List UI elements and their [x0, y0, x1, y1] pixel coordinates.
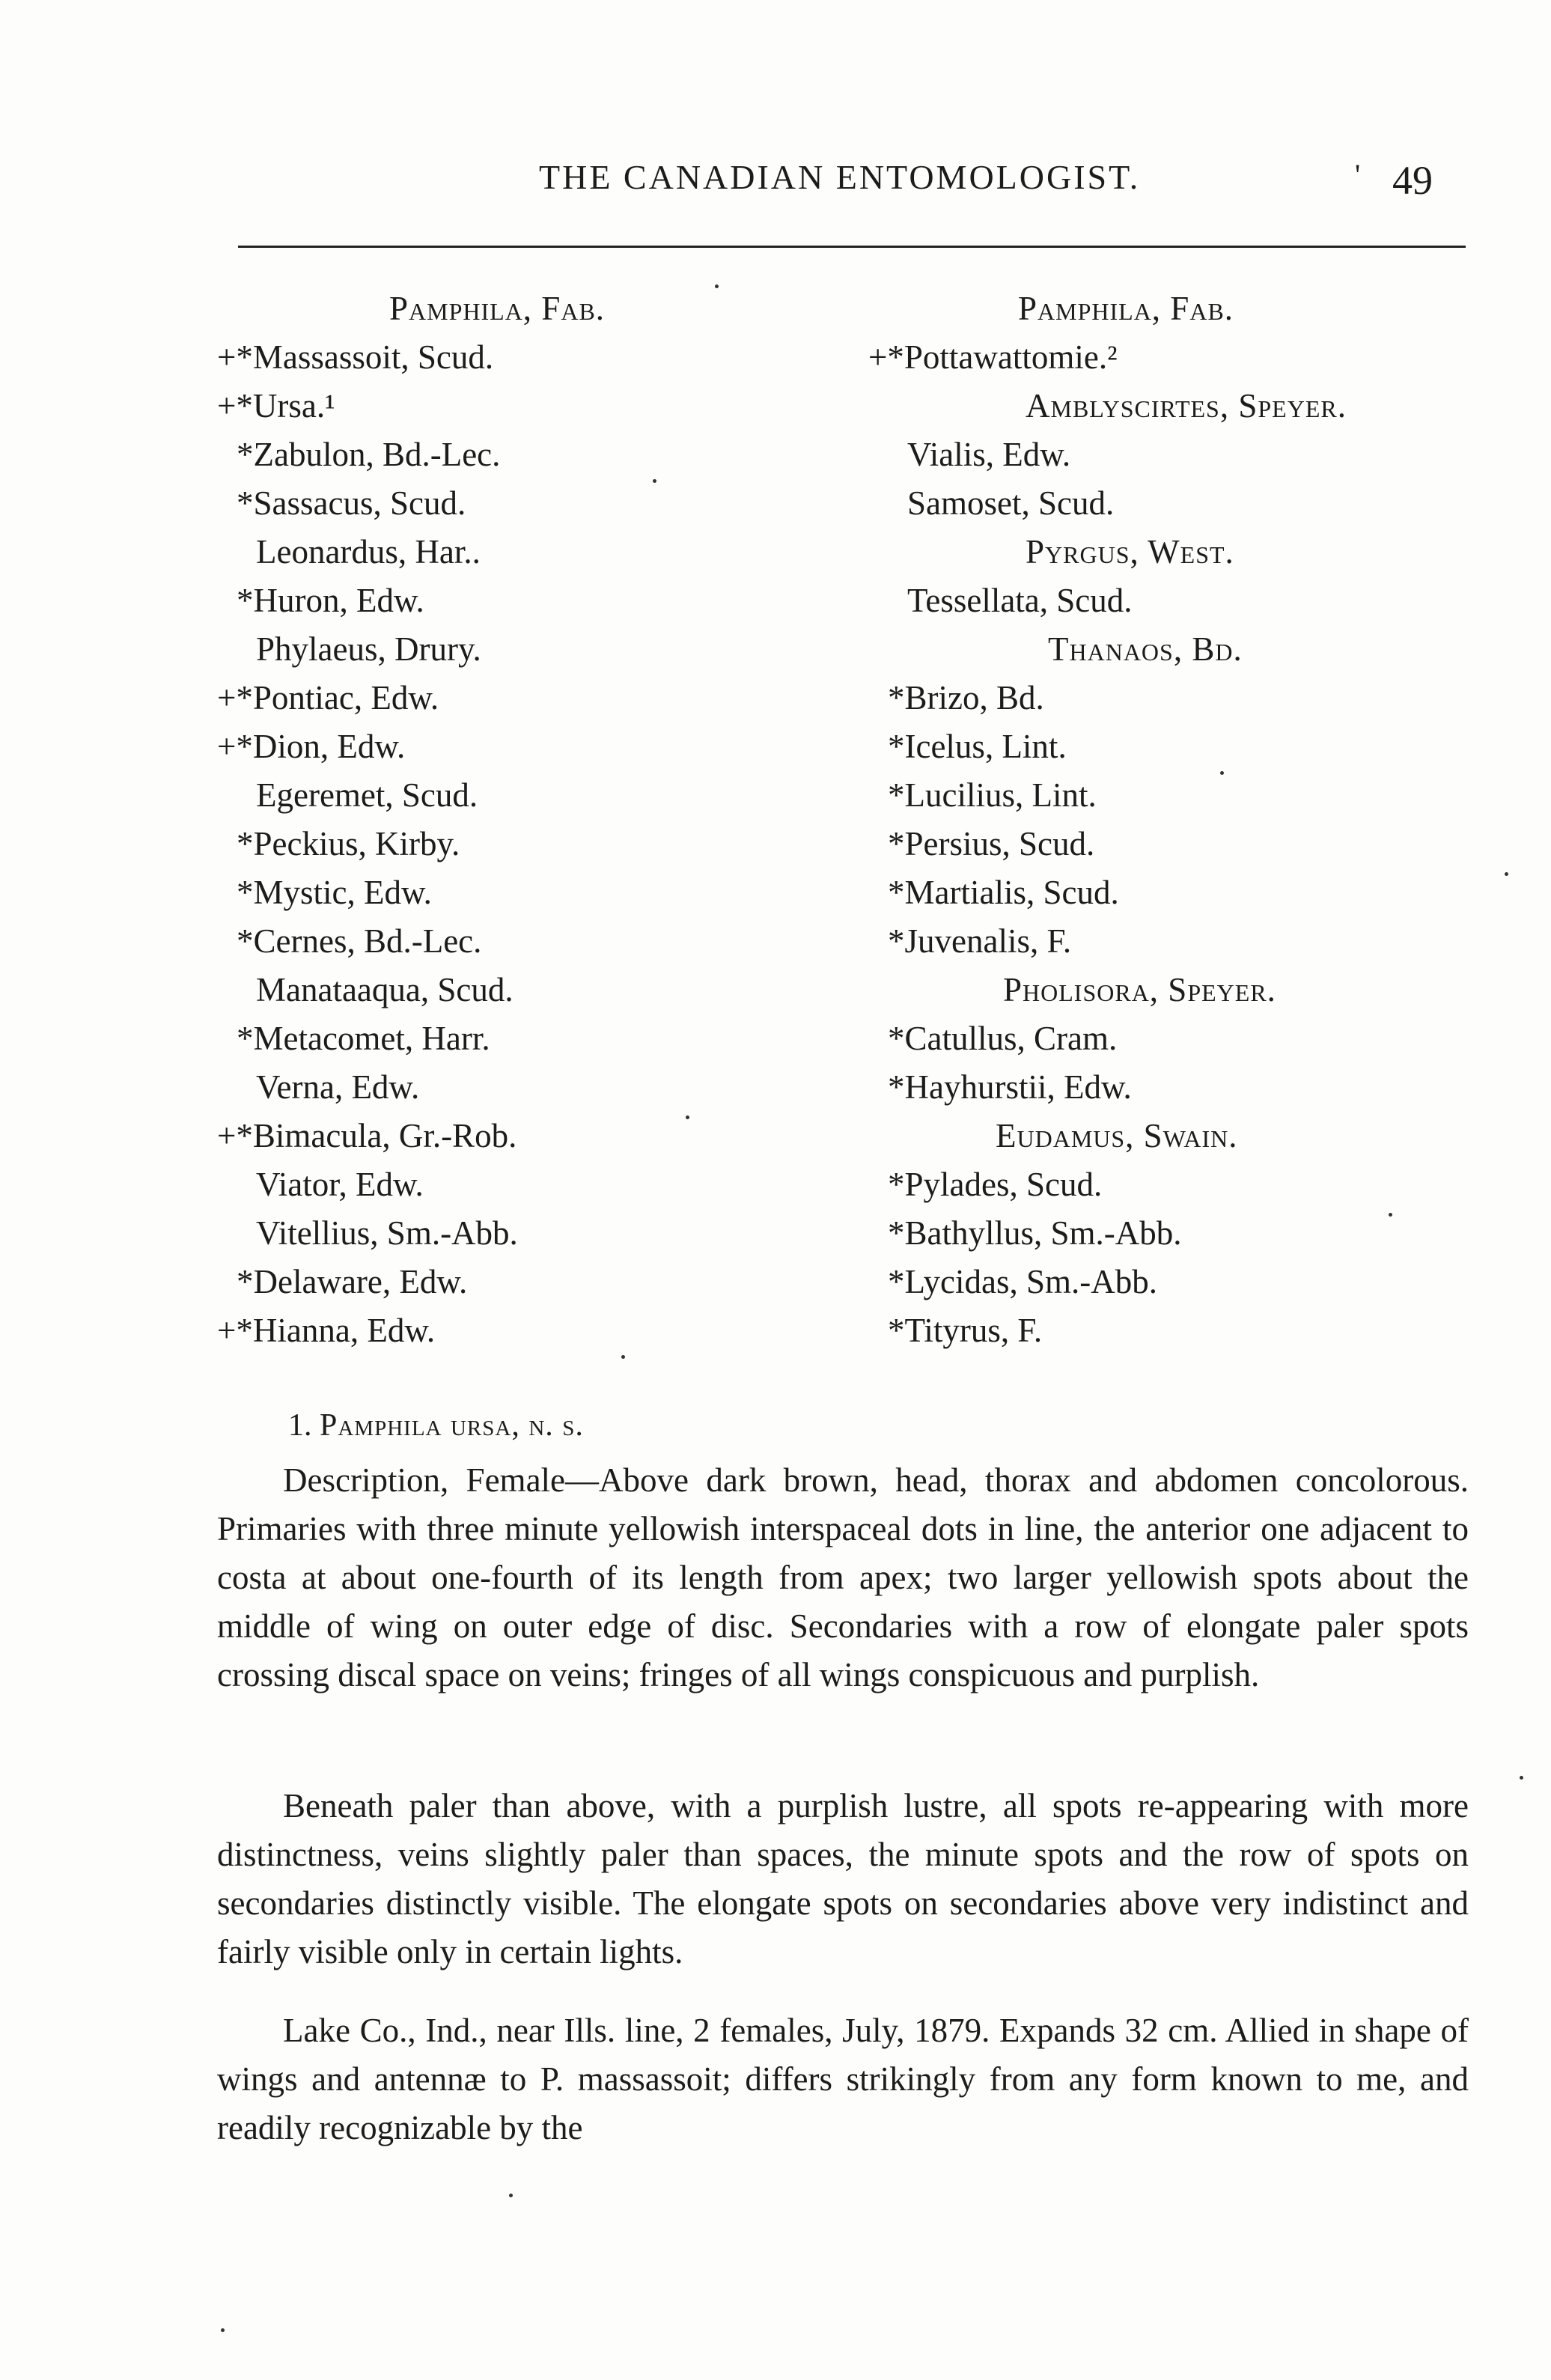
page-number: 49 — [1392, 158, 1433, 203]
species-entry: Manataaqua, Scud. — [256, 971, 514, 1008]
print-speck — [509, 2194, 513, 2197]
species-entry: *Sassacus, Scud. — [237, 484, 466, 522]
species-entry: Samoset, Scud. — [907, 484, 1115, 522]
species-list-left — [217, 284, 786, 1355]
locality-paragraph: Lake Co., Ind., near Ills. line, 2 females, July, 1879. Expands 32 cm. Allied in shape of wings and antennæ to P. massassoit; differs strikingly from any form known to me, and readily recognizable by the — [217, 2012, 1469, 2146]
species-entry: +*Bimacula, Gr.-Rob. — [217, 1117, 517, 1154]
species-entry: *Martialis, Scud. — [888, 874, 1119, 911]
genus-heading: Pamphila, Fab. — [389, 290, 606, 327]
underside-paragraph: Beneath paler than above, with a purplish lustre, all spots re-appearing with more distinctness, veins slightly paler than spaces, the minute spots and the row of spots on secondaries distinctly visible. The elongate spots on secondaries above very indistinct and fairly visible only in certain lights. — [217, 1787, 1469, 1970]
species-entry: *Juvenalis, F. — [888, 922, 1072, 960]
species-entry: +*Pontiac, Edw. — [217, 679, 439, 716]
species-entry: *Tityrus, F. — [888, 1312, 1043, 1349]
print-speck — [621, 1355, 625, 1359]
print-speck — [1520, 1776, 1523, 1780]
section-title: Pamphila ursa, n. s. — [320, 1408, 584, 1443]
species-entry: *Cernes, Bd.-Lec. — [237, 922, 482, 960]
print-speck — [653, 479, 656, 483]
print-speck — [1220, 771, 1224, 775]
species-entry: Verna, Edw. — [256, 1068, 420, 1106]
print-speck — [715, 284, 719, 288]
species-entry: *Delaware, Edw. — [237, 1263, 468, 1300]
species-entry: +*Hianna, Edw. — [217, 1312, 436, 1349]
section-heading — [288, 1407, 584, 1443]
species-entry: Vitellius, Sm.-Abb. — [256, 1214, 518, 1252]
description-paragraph: Description, Female—Above dark brown, head, thorax and abdomen concolorous. Primaries with three minute yellowish interspaceal dots in line, the anterior one adjacent to costa at about one-fourth of its length from apex; two larger yellowish spots about the middle of wing on outer edge of disc. Secondaries with a row of elongate paler spots crossing discal space on veins; fringes of all wings conspicuous and purplish. — [217, 1461, 1469, 1693]
species-entry: *Huron, Edw. — [237, 582, 424, 619]
species-entry: *Bathyllus, Sm.-Abb. — [888, 1214, 1182, 1252]
header-rule — [238, 246, 1466, 248]
species-list-right — [868, 284, 1482, 1355]
species-entry: *Brizo, Bd. — [888, 679, 1044, 716]
species-entry: Viator, Edw. — [256, 1166, 424, 1203]
genus-heading: Thanaos, Bd. — [1048, 630, 1243, 668]
species-entry: *Mystic, Edw. — [237, 874, 432, 911]
species-entry: +*Dion, Edw. — [217, 728, 406, 765]
genus-heading: Eudamus, Swain. — [996, 1117, 1238, 1154]
species-entry: Leonardus, Har.. — [256, 533, 481, 570]
species-entry: *Catullus, Cram. — [888, 1020, 1118, 1057]
species-entry: +*Ursa.¹ — [217, 387, 335, 424]
species-entry: *Lucilius, Lint. — [888, 776, 1097, 814]
species-entry: *Peckius, Kirby. — [237, 825, 460, 862]
print-speck — [1505, 872, 1508, 876]
print-speck — [1389, 1213, 1392, 1217]
species-entry: *Hayhurstii, Edw. — [888, 1068, 1132, 1106]
species-entry: *Lycidas, Sm.-Abb. — [888, 1263, 1157, 1300]
species-entry: Vialis, Edw. — [907, 436, 1071, 473]
section-number: 1. — [288, 1408, 312, 1443]
print-speck — [221, 2328, 225, 2332]
genus-heading: Pyrgus, West. — [1026, 533, 1234, 570]
species-entry: Egeremet, Scud. — [256, 776, 478, 814]
print-speck — [686, 1116, 689, 1119]
species-entry: Tessellata, Scud. — [907, 582, 1133, 619]
genus-heading: Amblyscirtes, Speyer. — [1026, 387, 1347, 424]
header-mark: ' — [1355, 158, 1361, 192]
species-entry: *Pylades, Scud. — [888, 1166, 1103, 1203]
species-entry: *Zabulon, Bd.-Lec. — [237, 436, 501, 473]
species-entry: *Metacomet, Harr. — [237, 1020, 490, 1057]
species-entry: +*Pottawattomie.² — [868, 338, 1118, 376]
genus-heading: Pholisora, Speyer. — [1003, 971, 1276, 1008]
journal-title: THE CANADIAN ENTOMOLOGIST. — [539, 158, 1141, 196]
running-header — [217, 157, 1460, 210]
species-entry: +*Massassoit, Scud. — [217, 338, 494, 376]
species-entry: *Icelus, Lint. — [888, 728, 1067, 765]
species-entry: Phylaeus, Drury. — [256, 630, 481, 668]
species-entry: *Persius, Scud. — [888, 825, 1095, 862]
genus-heading: Pamphila, Fab. — [1018, 290, 1234, 327]
